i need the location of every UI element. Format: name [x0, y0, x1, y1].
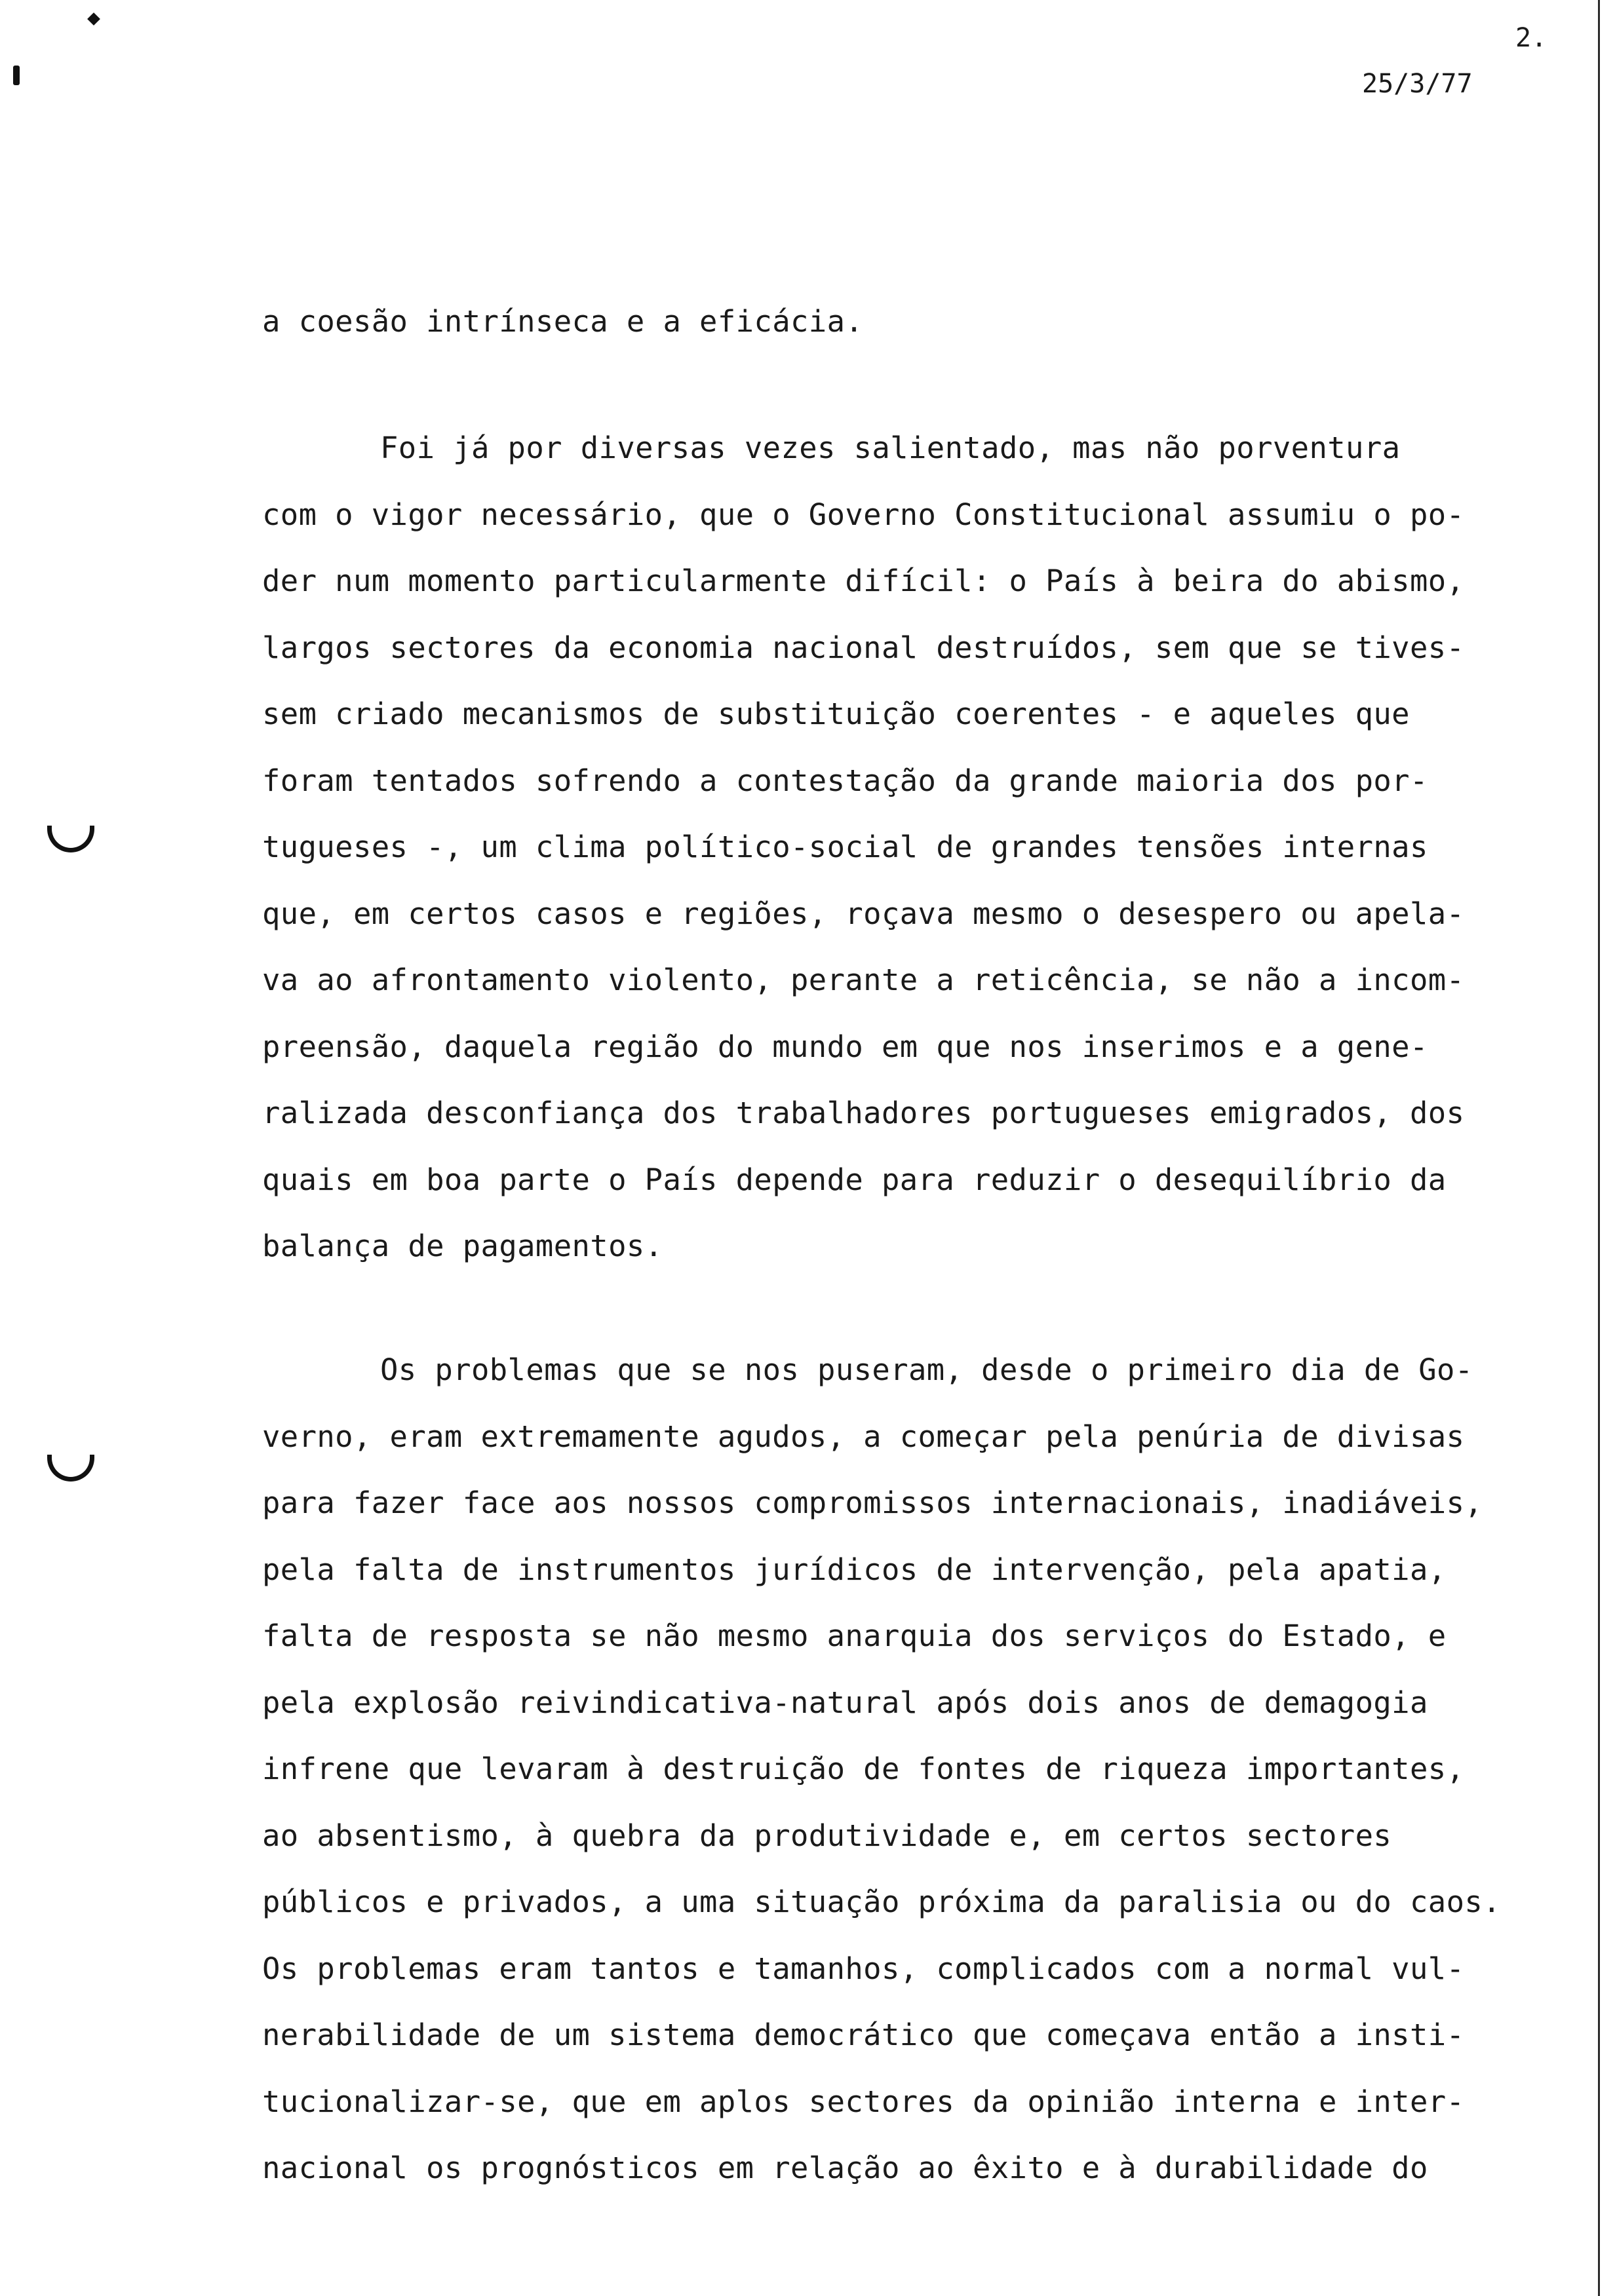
- text-line: largos sectores da economia nacional destruídos, sem que se tives-: [262, 630, 1465, 665]
- ink-mark: [13, 66, 20, 85]
- punch-hole-mark: [47, 826, 94, 852]
- text-line: nerabilidade de um sistema democrático que começava então a insti-: [262, 2018, 1465, 2052]
- text-line: va ao afrontamento violento, perante a reticência, se não a incom-: [262, 963, 1465, 997]
- text-line: preensão, daquela região do mundo em que nos inserimos e a gene-: [262, 1029, 1428, 1064]
- text-line: Os problemas eram tantos e tamanhos, complicados com a normal vul-: [262, 1951, 1465, 1986]
- text-line: com o vigor necessário, que o Governo Constitucional assumiu o po-: [262, 497, 1465, 532]
- text-line: Os problemas que se nos puseram, desde o primeiro dia de Go-: [380, 1352, 1473, 1387]
- text-line: nacional os prognósticos em relação ao êxito e à durabilidade do: [262, 2151, 1428, 2185]
- text-line: verno, eram extremamente agudos, a começar pela penúria de divisas: [262, 1419, 1465, 1454]
- paragraph-continuation: [262, 288, 1560, 355]
- ink-mark: [87, 12, 100, 26]
- text-line: Foi já por diversas vezes salientado, mas não porventura: [380, 430, 1401, 465]
- text-line: pela explosão reivindicativa-natural após dois anos de demagogia: [262, 1685, 1428, 1720]
- text-line: ralizada desconfiança dos trabalhadores portugueses emigrados, dos: [262, 1096, 1465, 1130]
- text-line: a coesão intrínseca e a eficácia.: [262, 304, 864, 339]
- text-line: tucionalizar-se, que em aplos sectores da opinião interna e inter-: [262, 2084, 1465, 2119]
- text-line: ao absentismo, à quebra da produtividade e, em certos sectores: [262, 1818, 1392, 1853]
- text-line: sem criado mecanismos de substituição coerentes - e aqueles que: [262, 697, 1410, 731]
- text-line: falta de resposta se não mesmo anarquia dos serviços do Estado, e: [262, 1618, 1447, 1653]
- text-line: que, em certos casos e regiões, roçava mesmo o desespero ou apela-: [262, 896, 1465, 931]
- text-line: pela falta de instrumentos jurídicos de intervenção, pela apatia,: [262, 1552, 1447, 1587]
- text-line: infrene que levaram à destruição de fontes de riqueza importantes,: [262, 1751, 1465, 1786]
- text-line: der num momento particularmente difícil: o País à beira do abismo,: [262, 564, 1465, 598]
- punch-hole-mark: [47, 1455, 94, 1482]
- document-date: 25/3/77: [1362, 69, 1473, 99]
- text-line: para fazer face aos nossos compromissos internacionais, inadiáveis,: [262, 1485, 1483, 1520]
- text-line: foram tentados sofrendo a contestação da grande maioria dos por-: [262, 763, 1428, 798]
- text-line: balança de pagamentos.: [262, 1229, 663, 1263]
- text-line: públicos e privados, a uma situação próxima da paralisia ou do caos.: [262, 1885, 1501, 1919]
- page-edge-line: [1598, 0, 1600, 2296]
- page-number: 2.: [1515, 23, 1547, 53]
- paragraph: [262, 415, 1560, 1280]
- paragraph: [262, 1337, 1560, 2202]
- text-line: tugueses -, um clima político-social de grandes tensões internas: [262, 830, 1428, 864]
- text-line: quais em boa parte o País depende para reduzir o desequilíbrio da: [262, 1162, 1447, 1197]
